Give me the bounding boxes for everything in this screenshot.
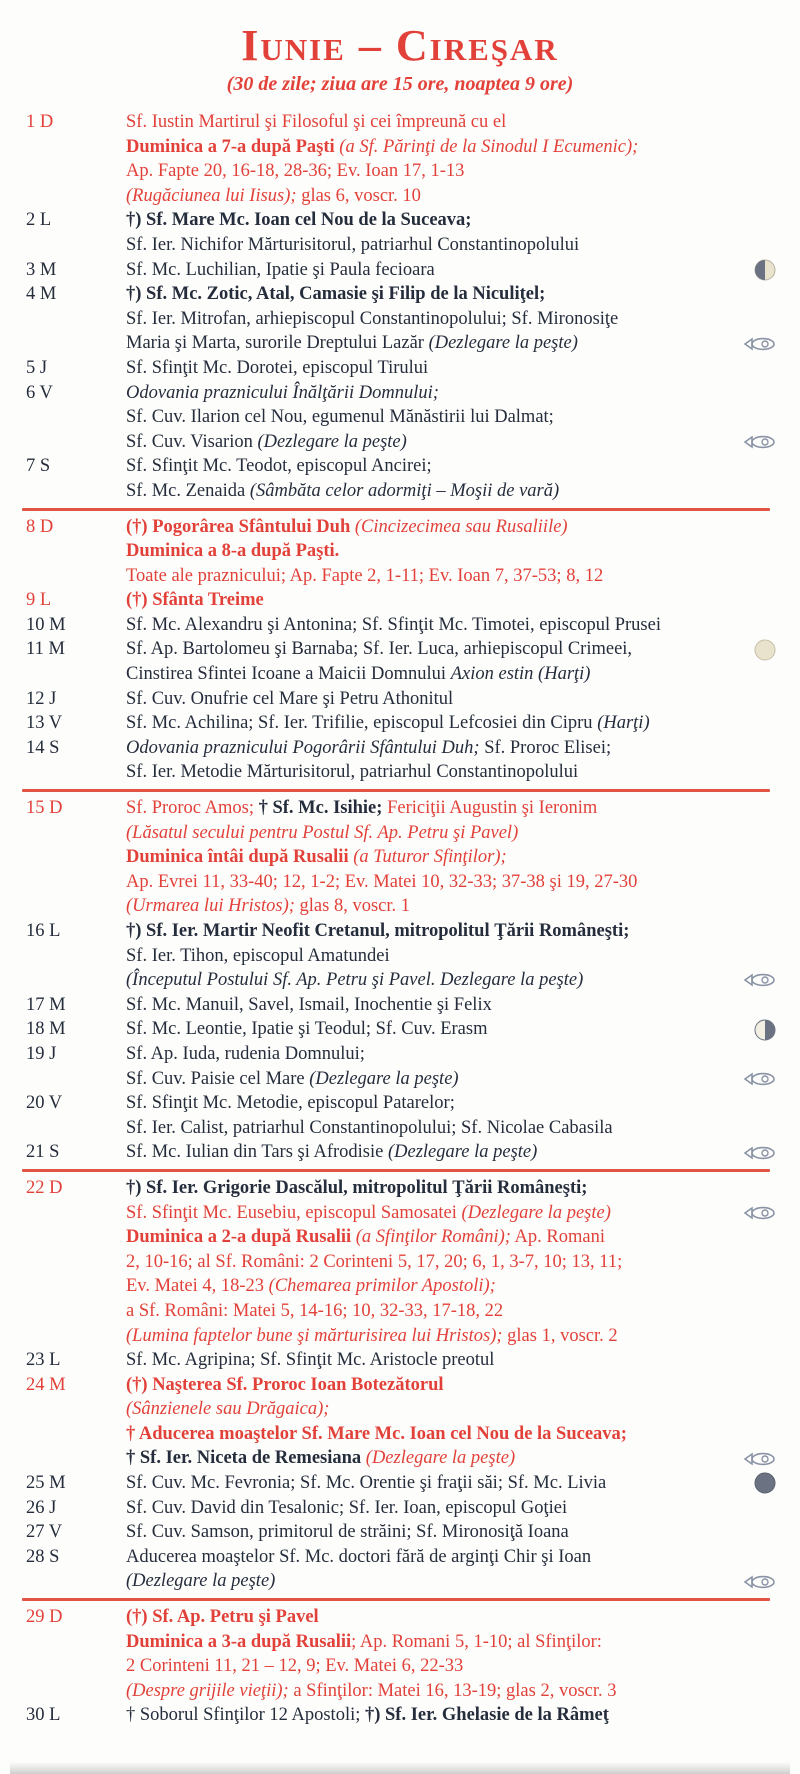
calendar-entry-day-10 [0, 613, 800, 638]
sunday-separator-rule [22, 789, 770, 792]
text-segment: †) Sf. Ier. Martir Neofit Cretanul, mitropolitul Ţării Româneşti; [126, 921, 630, 941]
entry-line [126, 430, 782, 455]
text-segment: Sf. Cuv. Ilarion cel Nou, egumenul Mănăstirii lui Dalmat; [126, 407, 554, 428]
day-label: 25 M [26, 1473, 66, 1494]
day-label: 27 V [26, 1522, 63, 1543]
fish-fasting-icon [744, 1574, 776, 1590]
text-segment: Sf. Cuv. Visarion [126, 431, 258, 452]
calendar-entry-day-20 [0, 1091, 800, 1140]
day-label: 18 M [26, 1019, 66, 1040]
calendar-entry-day-30 [0, 1703, 800, 1728]
day-label: 23 L [26, 1350, 61, 1371]
entry-line [126, 919, 782, 944]
calendar-entry-day-27 [0, 1520, 800, 1545]
calendar-entry-day-6 [0, 381, 800, 455]
day-label: 19 J [26, 1043, 57, 1064]
entry-line [126, 1348, 782, 1373]
entry-line [126, 968, 782, 993]
sunday-separator-rule [22, 508, 770, 511]
text-segment: Sf. Sfinţit Mc. Metodie, episcopul Patarelor; [126, 1093, 455, 1114]
text-segment: (Lăsatul secului pentru Postul Sf. Ap. Petru şi Pavel) [126, 822, 519, 843]
text-segment: (Începutul Postului Sf. Ap. Petru şi Pavel. Dezlegare la peşte) [126, 970, 584, 991]
entry-line [126, 1140, 782, 1165]
day-label: 17 M [26, 994, 66, 1015]
entry-line [126, 894, 782, 919]
entry-content [126, 1605, 800, 1703]
calendar-entry-day-1 [0, 110, 800, 208]
text-segment: Cinstirea Sfintei Icoane a Maicii Domnului [126, 664, 451, 685]
text-segment: Odovania praznicului Pogorârii Sfântului Duh; [126, 737, 480, 758]
text-segment: Sf. Ier. Mitrofan, arhiepiscopul Constantinopolului; Sf. Mironosiţe [126, 308, 619, 329]
text-segment: Odovania praznicului Înălţării Domnului; [126, 382, 439, 403]
entry-content [126, 637, 800, 686]
entry-content [126, 381, 800, 455]
text-segment: (Dezlegare la peşte) [257, 431, 407, 452]
calendar-entry-day-8 [0, 515, 800, 589]
day-label: 15 D [26, 798, 63, 819]
calendar-entry-day-19 [0, 1042, 800, 1091]
month-title: Iunie – Cireşar [241, 21, 559, 70]
entry-line [126, 711, 782, 736]
calendar-entry-day-9 [0, 588, 800, 613]
day-label: 22 D [26, 1177, 63, 1198]
entry-content [126, 1496, 800, 1521]
fish-fasting-icon [744, 1451, 776, 1467]
day-label: 29 D [26, 1607, 63, 1628]
entry-content [126, 1471, 800, 1496]
entry-line [126, 307, 782, 332]
text-segment: Ap. Romani [510, 1227, 605, 1248]
entry-line [126, 1630, 782, 1655]
entry-content [126, 993, 800, 1018]
entry-line [126, 405, 782, 430]
text-segment: a Sfinţilor: Matei 16, 13-19; glas 2, voscr. 3 [288, 1680, 617, 1701]
day-label: 16 L [26, 921, 61, 941]
entry-line [126, 1654, 782, 1679]
calendar-entry-day-26 [0, 1496, 800, 1521]
entry-content [126, 110, 800, 208]
calendar-entry-day-11 [0, 637, 800, 686]
entry-line [126, 870, 782, 895]
text-segment: (†) Naşterea Sf. Proroc Ioan Botezătorul [126, 1374, 444, 1395]
day-label: 4 M [26, 284, 57, 305]
day-label: 26 J [26, 1497, 57, 1518]
calendar-entry-day-15 [0, 796, 800, 919]
text-segment: Sf. Ier. Calist, patriarhul Constantinopolului; Sf. Nicolae Cabasila [126, 1117, 613, 1138]
calendar-entry-day-14 [0, 736, 800, 785]
text-segment: Ev. Matei 4, 18-23 [126, 1276, 269, 1297]
entry-line [126, 993, 782, 1018]
text-segment: Toate ale praznicului; Ap. Fapte 2, 1-11; Ev. Ioan 7, 37-53; 8, 12 [126, 565, 604, 586]
text-segment: †) Sf. Ier. Ghelasie de la Râmeţ [364, 1705, 609, 1726]
entry-line [126, 736, 782, 761]
entry-line [126, 1422, 782, 1447]
entry-line [126, 331, 782, 356]
fish-fasting-icon [744, 336, 776, 352]
day-label: 13 V [26, 713, 63, 734]
entry-line [126, 588, 782, 613]
day-label: 6 V [26, 382, 53, 403]
entry-line [126, 845, 782, 870]
entry-line [126, 1017, 782, 1042]
text-segment: †) Sf. Ier. Grigorie Dascălul, mitropolitul Ţării Româneşti; [126, 1177, 588, 1198]
text-segment: (†) Sf. Ap. Petru şi Pavel [126, 1607, 319, 1628]
entry-content [126, 1017, 800, 1042]
entry-line [126, 1067, 782, 1092]
entry-content [126, 1140, 800, 1165]
calendar-entry-day-5 [0, 356, 800, 381]
text-segment: Duminica a 8-a după Paşti. [126, 541, 340, 562]
calendar-entry-day-3 [0, 258, 800, 283]
entry-line [126, 760, 782, 785]
text-segment: Sf. Mc. Achilina; Sf. Ier. Trifilie, episcopul Lefcosiei din Cipru [126, 713, 598, 734]
entry-content [126, 1373, 800, 1471]
day-label: 24 M [26, 1374, 66, 1395]
page-bottom-shadow [10, 1762, 790, 1774]
text-segment: Sf. Mc. Alexandru şi Antonina; Sf. Sfinţit Mc. Timotei, episcopul Prusei [126, 614, 661, 635]
entry-line [126, 356, 782, 381]
entry-content [126, 454, 800, 503]
entry-content [126, 258, 800, 283]
day-label: 8 D [26, 516, 54, 537]
month-subtitle: (30 de zile; ziua are 15 ore, noaptea 9 ore) [226, 73, 574, 95]
text-segment: Ap. Evrei 11, 33-40; 12, 1-2; Ev. Matei 10, 32-33; 37-38 şi 19, 27-30 [126, 871, 638, 892]
text-segment: 2 Corinteni 11, 21 – 12, 9; Ev. Matei 6, 22-33 [126, 1656, 464, 1677]
entry-content [126, 1091, 800, 1140]
entry-line [126, 796, 782, 821]
text-segment: Sf. Mc. Agripina; Sf. Sfinţit Mc. Aristocle preotul [126, 1350, 495, 1371]
text-segment: (Chemarea primilor Apostoli); [268, 1276, 496, 1297]
text-segment: † Sf. Mc. Isihie; [258, 798, 388, 819]
day-label: 11 M [26, 639, 65, 660]
text-segment: Sf. Ap. Iuda, rudenia Domnului; [126, 1043, 365, 1064]
calendar-entry-day-28 [0, 1545, 800, 1594]
text-segment: a Sf. Români: Matei 5, 14-16; 10, 32-33, 17-18, 22 [126, 1300, 504, 1321]
day-label: 1 D [26, 112, 54, 132]
text-segment: Sf. Sfinţit Mc. Dorotei, episcopul Tirului [126, 357, 429, 378]
text-segment: Sf. Ier. Tihon, episcopul Amatundei [126, 945, 390, 966]
fish-fasting-icon [744, 1071, 776, 1087]
calendar-entry-day-21 [0, 1140, 800, 1165]
text-segment: Maria şi Marta, surorile Dreptului Lazăr [126, 333, 429, 354]
moon-full-icon [754, 639, 776, 661]
text-segment: Sf. Sfinţit Mc. Teodot, episcopul Ancirei; [126, 456, 432, 477]
text-segment: Sf. Mc. Luchilian, Ipatie şi Paula fecioara [126, 259, 435, 280]
text-segment: Sf. Cuv. Samson, primitorul de străini; Sf. Mironosiţă Ioana [126, 1522, 569, 1543]
text-segment: (Dezlegare la peşte) [126, 1571, 276, 1592]
text-segment: Sf. Mc. Leontie, Ipatie şi Teodul; Sf. Cuv. Erasm [126, 1019, 488, 1040]
entry-line [126, 1520, 782, 1545]
entry-content [126, 1348, 800, 1373]
text-segment: (Dezlegare la peşte) [387, 1142, 538, 1163]
entry-content [126, 1520, 800, 1545]
entry-content [126, 613, 800, 638]
entry-line [126, 1703, 782, 1728]
text-segment: †) Sf. Mare Mc. Ioan cel Nou de la Suceava; [126, 210, 472, 231]
text-segment: glas 8, voscr. 1 [294, 896, 411, 917]
calendar-list [0, 110, 800, 1728]
text-segment: Sf. Mc. Manuil, Savel, Ismail, Inochentie şi Felix [126, 994, 492, 1015]
text-segment: (Sâmbăta celor adormiţi – Moşii de vară) [249, 480, 560, 501]
day-label: 7 S [26, 456, 51, 477]
calendar-entry-day-22 [0, 1176, 800, 1348]
entry-line [126, 454, 782, 479]
page-header [0, 22, 800, 96]
entry-line [126, 613, 782, 638]
fish-fasting-icon [744, 1205, 776, 1221]
calendar-entry-day-12 [0, 687, 800, 712]
text-segment: † Sf. Ier. Niceta de Remesiana [126, 1448, 366, 1469]
entry-content [126, 282, 800, 356]
text-segment: Duminica a 7-a după Paşti [126, 136, 340, 157]
entry-line [126, 233, 782, 258]
text-segment: † Aducerea moaştelor Sf. Mare Mc. Ioan cel Nou de la Suceava; [126, 1423, 627, 1444]
text-segment: glas 1, voscr. 2 [502, 1325, 618, 1346]
entry-content [126, 736, 800, 785]
text-segment: (Dezlegare la peşte) [461, 1202, 611, 1223]
entry-line [126, 1176, 782, 1201]
entry-content [126, 588, 800, 613]
calendar-entry-day-23 [0, 1348, 800, 1373]
entry-line [126, 1545, 782, 1570]
text-segment: Fericiţii Augustin şi Ieronim [387, 798, 598, 819]
entry-line [126, 1605, 782, 1630]
text-segment: †) Sf. Mc. Zotic, Atal, Camasie şi Filip de la Niculiţel; [126, 284, 546, 305]
entry-line [126, 1569, 782, 1594]
text-segment: (Lumina faptelor bune şi mărturisirea lui Hristos); [126, 1325, 503, 1346]
text-segment: ; Ap. Romani 5, 1-10; al Sfinţilor: [351, 1631, 602, 1652]
entry-line [126, 1225, 782, 1250]
entry-content [126, 796, 800, 919]
day-label: 21 S [26, 1142, 60, 1163]
text-segment: Sf. Cuv. David din Tesalonic; Sf. Ier. Ioan, episcopul Goţiei [126, 1497, 568, 1518]
text-segment: Axion estin (Harţi) [450, 664, 591, 685]
entry-line [126, 1250, 782, 1275]
entry-content [126, 1545, 800, 1594]
day-label: 9 L [26, 590, 52, 611]
entry-line [126, 1274, 782, 1299]
text-segment: (Dezlegare la peşte) [428, 333, 578, 354]
day-label: 20 V [26, 1093, 63, 1114]
entry-content [126, 711, 800, 736]
text-segment: (Urmarea lui Hristos); [126, 896, 295, 917]
text-segment: Sf. Cuv. Onufrie cel Mare şi Petru Athonitul [126, 688, 454, 709]
entry-line [126, 821, 782, 846]
calendar-entry-day-29 [0, 1605, 800, 1703]
entry-line [126, 637, 782, 662]
text-segment: Sf. Mc. Iulian din Tars şi Afrodisie [126, 1142, 388, 1163]
day-label: 3 M [26, 259, 57, 280]
text-segment: Aducerea moaştelor Sf. Mc. doctori fără de arginţi Chir şi Ioan [126, 1546, 592, 1567]
text-segment: (Dezlegare la peşte) [365, 1448, 516, 1469]
calendar-entry-day-25 [0, 1471, 800, 1496]
entry-line [126, 944, 782, 969]
text-segment: Sf. Proroc Elisei; [479, 737, 612, 758]
entry-content [126, 687, 800, 712]
text-segment: Duminica a 3-a după Rusalii [126, 1631, 352, 1652]
text-segment: (†) Pogorârea Sfântului Duh [126, 516, 355, 537]
day-label: 5 J [26, 357, 48, 378]
text-segment: Duminica întâi după Rusalii [126, 847, 354, 868]
calendar-entry-day-18 [0, 1017, 800, 1042]
entry-line [126, 1299, 782, 1324]
entry-line [126, 1471, 782, 1496]
text-segment: (Dezlegare la peşte) [309, 1068, 459, 1089]
calendar-entry-day-16 [0, 919, 800, 993]
text-segment: (a Sfinţilor Români); [355, 1227, 511, 1248]
entry-line [126, 1496, 782, 1521]
text-segment: glas 6, voscr. 10 [296, 185, 421, 206]
entry-line [126, 208, 782, 233]
day-label: 14 S [26, 737, 60, 758]
entry-line [126, 258, 782, 283]
entry-line [126, 662, 782, 687]
entry-line [126, 282, 782, 307]
entry-line [126, 381, 782, 406]
entry-line [126, 564, 782, 589]
calendar-entry-day-13 [0, 711, 800, 736]
fish-fasting-icon [744, 972, 776, 988]
calendar-entry-day-24 [0, 1373, 800, 1471]
text-segment: (Harţi) [597, 713, 650, 734]
entry-line [126, 1679, 782, 1704]
entry-line [126, 539, 782, 564]
entry-content [126, 1176, 800, 1348]
text-segment: (a Tuturor Sfinţilor); [353, 847, 507, 868]
calendar-entry-day-2 [0, 208, 800, 257]
entry-line [126, 1201, 782, 1226]
entry-line [126, 1324, 782, 1349]
day-label: 2 L [26, 210, 52, 231]
entry-line [126, 515, 782, 540]
text-segment: (a Sf. Părinţi de la Sinodul I Ecumenic); [339, 136, 639, 157]
day-label: 10 M [26, 614, 66, 635]
entry-content [126, 515, 800, 589]
entry-line [126, 1397, 782, 1422]
calendar-entry-day-17 [0, 993, 800, 1018]
entry-line [126, 687, 782, 712]
text-segment: Sf. Cuv. Mc. Fevronia; Sf. Mc. Orentie şi fraţii săi; Sf. Mc. Livia [126, 1473, 607, 1494]
text-segment: Sf. Ier. Nichifor Mărturisitorul, patriarhul Constantinopolului [126, 234, 580, 255]
entry-line [126, 1116, 782, 1141]
entry-line [126, 110, 782, 135]
entry-line [126, 1446, 782, 1471]
sunday-separator-rule [22, 1598, 770, 1601]
text-segment: (†) Sfânta Treime [126, 590, 264, 611]
fish-fasting-icon [744, 1145, 776, 1161]
text-segment: Ap. Fapte 20, 16-18, 28-36; Ev. Ioan 17, 1-13 [126, 161, 465, 182]
entry-line [126, 184, 782, 209]
moon-first-quarter-icon [754, 259, 776, 281]
entry-line [126, 1091, 782, 1116]
text-segment: 2, 10-16; al Sf. Români: 2 Corinteni 5, 17, 20; 6, 1, 3-7, 10; 13, 11; [126, 1251, 623, 1272]
text-segment: (Rugăciunea lui Iisus); [126, 185, 297, 206]
text-segment: (Cincizecimea sau Rusaliile) [354, 516, 568, 537]
day-label: 30 L [26, 1705, 61, 1726]
entry-line [126, 1373, 782, 1398]
text-segment: Sf. Proroc Amos; [126, 798, 259, 819]
text-segment: Sf. Sfinţit Mc. Eusebiu, episcopul Samosatei [126, 1202, 462, 1223]
text-segment: (Sânzienele sau Drăgaica); [126, 1399, 330, 1420]
text-segment: Sf. Iustin Martirul şi Filosoful şi cei împreună cu el [126, 112, 507, 132]
entry-content [126, 208, 800, 257]
sunday-separator-rule [22, 1169, 770, 1172]
text-segment: Duminica a 2-a după Rusalii [126, 1227, 356, 1248]
text-segment: Sf. Ap. Bartolomeu şi Barnaba; Sf. Ier. Luca, arhiepiscopul Crimeei, [126, 639, 633, 660]
entry-content [126, 356, 800, 381]
entry-line [126, 479, 782, 504]
entry-content [126, 1042, 800, 1091]
text-segment: Sf. Ier. Metodie Mărturisitorul, patriarhul Constantinopolului [126, 762, 579, 783]
text-segment: Sf. Mc. Zenaida [126, 480, 250, 501]
moon-last-quarter-icon [754, 1019, 776, 1041]
text-segment: (Despre grijile vieţii); [126, 1680, 289, 1701]
fish-fasting-icon [744, 434, 776, 450]
calendar-entry-day-4 [0, 282, 800, 356]
calendar-entry-day-7 [0, 454, 800, 503]
text-segment: Sf. Cuv. Paisie cel Mare [126, 1068, 310, 1089]
moon-new-icon [754, 1472, 776, 1494]
entry-line [126, 1042, 782, 1067]
entry-content [126, 1703, 800, 1728]
day-label: 28 S [26, 1546, 60, 1567]
day-label: 12 J [26, 688, 57, 709]
text-segment: † Soborul Sfinţilor 12 Apostoli; [126, 1705, 365, 1726]
entry-content [126, 919, 800, 993]
entry-line [126, 135, 782, 160]
entry-line [126, 159, 782, 184]
